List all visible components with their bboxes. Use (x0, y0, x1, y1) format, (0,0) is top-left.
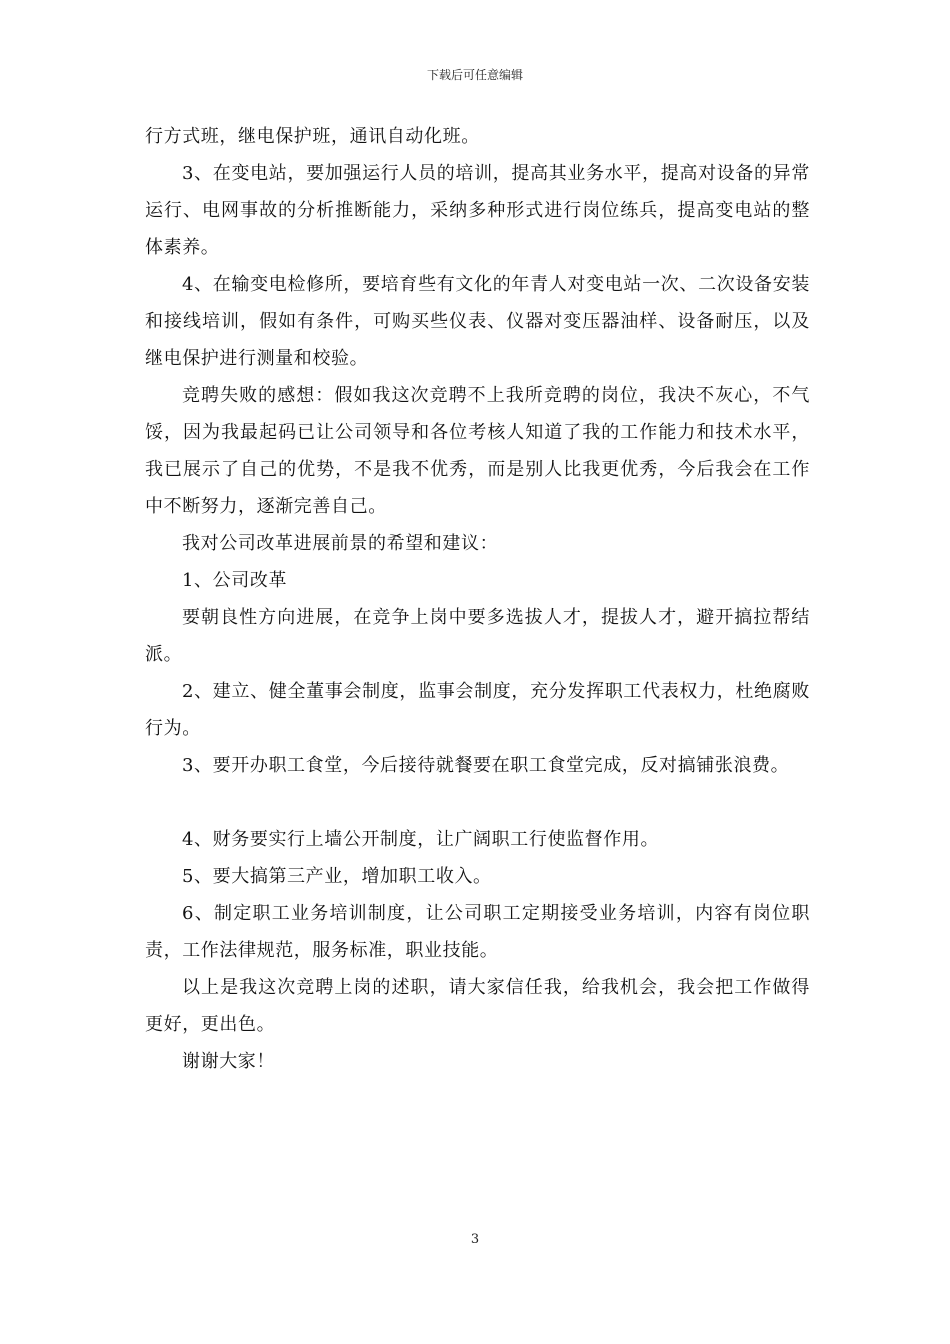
paragraph-reform-direction: 要朝良性方向进展，在竞争上岗中要多选拔人才，提拔人才，避开搞拉帮结派。 (145, 607, 810, 665)
paragraph-reform-heading: 1、公司改革 (182, 570, 288, 591)
paragraph-suggestions-heading: 我对公司改革进展前景的希望和建议： (182, 533, 499, 554)
document-body (145, 118, 810, 1080)
paragraph-board-system: 2、建立、健全董事会制度，监事会制度，充分发挥职工代表权力，杜绝腐败行为。 (145, 681, 810, 739)
paragraph-closing: 以上是我这次竞聘上岗的述职，请大家信任我，给我机会，我会把工作做得更好，更出色。 (145, 977, 810, 1035)
paragraph-item-4-maintenance: 4、在输变电检修所，要培育些有文化的年青人对变电站一次、二次设备安装和接线培训，假如有条件，可购买些仪表、仪器对变压器油样、设备耐压，以及继电保护进行测量和校验。 (145, 274, 810, 369)
page-number: 3 (470, 1232, 480, 1247)
paragraph-finance: 4、财务要实行上墙公开制度，让广阔职工行使监督作用。 (182, 829, 660, 850)
paragraph-tertiary-industry: 5、要大搞第三产业，增加职工收入。 (182, 866, 492, 887)
paragraph-thanks: 谢谢大家！ (182, 1051, 275, 1072)
page-header: 下载后可任意编辑 (426, 68, 523, 82)
paragraph-continuation: 行方式班，继电保护班，通讯自动化班。 (145, 126, 480, 147)
paragraph-item-3-substation: 3、在变电站，要加强运行人员的培训，提高其业务水平，提高对设备的异常运行、电网事故的分析推断能力，采纳多种形式进行岗位练兵，提高变电站的整体素养。 (145, 163, 810, 258)
paragraph-canteen: 3、要开办职工食堂，今后接待就餐要在职工食堂完成，反对搞铺张浪费。 (182, 755, 790, 776)
blank-line (145, 784, 810, 821)
paragraph-training: 6、制定职工业务培训制度，让公司职工定期接受业务培训，内容有岗位职责，工作法律规范，服务标准，职业技能。 (145, 903, 810, 961)
paragraph-failure-thoughts: 竞聘失败的感想：假如我这次竞聘不上我所竞聘的岗位，我决不灰心，不气馁，因为我最起码已让公司领导和各位考核人知道了我的工作能力和技术水平，我已展示了自己的优势，不是我不优秀，而是别人比我更优秀，今后我会在工作中不断努力，逐渐完善自己。 (145, 385, 810, 517)
